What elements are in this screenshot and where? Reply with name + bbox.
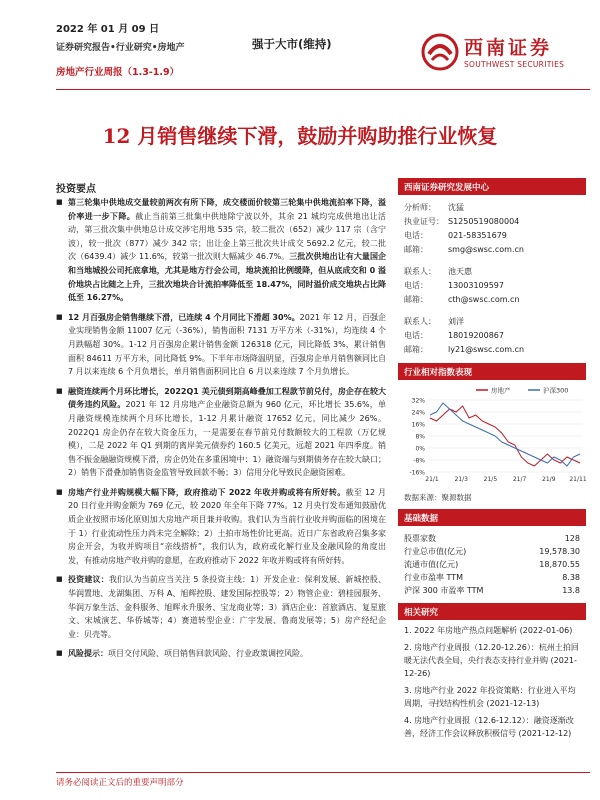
related-link[interactable]: 3. 房地产行业 2022 年投资策略：行业进入平均周期，寻找结构性机会 (2021-12-13) <box>404 686 576 708</box>
company-logo <box>418 30 590 78</box>
summary-paragraph: ■ 风险提示：项目交付风险、项目销售回款风险、行业政策调控风险。 <box>56 647 386 661</box>
email-link[interactable]: cth@swsc.com.cn <box>448 295 520 304</box>
team-title: 西南证券研究发展中心 <box>398 178 586 195</box>
header-divider <box>56 89 590 90</box>
chart-svg <box>398 380 586 490</box>
y-tick-label: 32% <box>411 397 425 405</box>
summary-paragraph: ■ 融资连续两个月环比增长，2022Q1 美元债到期高峰叠加工程款节前兑付，房企存在较大债务违约风险。2021 年 12 月房地产企业融资总额为 960 亿元，环比增长 35.6%，单月融资规模连续两个月环比增长，1-12 月累计融资 17652 亿元，同比减少 26%。2022Q1 房企仍存在较大资金压力，一是需要在春节前兑付数额较大的工程款（万亿规模），二是 2022 年 Q1 到期的离岸美元债券约 160.5 亿美元，远超 2021 年四季度。销售不振金融融资规模下滑，房企仍处在多重困境中：1）融资端与到期债务存在较大缺口；2）销售下滑叠加销售资金监管导致回款不畅；3）信用分化导致民企融资困难。 <box>56 385 386 480</box>
x-tick-label: 21/7 <box>512 476 527 483</box>
relative-index-chart <box>398 380 586 490</box>
summary-paragraph: ■ 投资建议：我们认为当前应当关注 5 条投资主线：1）开发企业：保利发展、新城控股、华润置地、龙湖集团、万科 A、旭辉控股、建发国际控股等；2）物管企业：碧桂园服务、华润万象生活、金科服务、旭辉永升服务、宝龙商业等；3）酒店企业：首旅酒店、复星旅文、宋城演艺、华侨城等；4）赛道转型企业：广宇发展、鲁商发展等；5）房产经纪企业：贝壳等。 <box>56 573 386 641</box>
summary-heading: 投资要点 <box>56 184 96 195</box>
footer-notice: 请务必阅读正文后的重要声明部分 <box>56 778 184 788</box>
chart-source: 数据来源：聚源数据 <box>404 493 472 502</box>
y-tick-label: 24% <box>411 409 425 417</box>
related-link[interactable]: 2. 房地产行业周报（12.20-12.26）：杭州土拍回暖无法代表全局，央行表态支持行业并购 (2021-12-26) <box>404 643 579 678</box>
analyst-list: 分析师： 沈猛 执业证号： S1250519080004 电话： 021-58351679 邮箱： smg@swsc.com.cn 联系人： 池天惠 电话： 13003109597 邮箱： cth@swsc.com.cn 联系人： 刘洋 电话： 18019200867 邮箱： ly21@swsc.com.cn <box>398 195 586 361</box>
email-link[interactable]: smg@swsc.com.cn <box>448 245 524 254</box>
y-tick-label: 0% <box>415 445 425 453</box>
chart-section-title: 行业相对指数表现 <box>398 363 586 380</box>
industry-rating: 强于大市(维持) <box>252 37 332 51</box>
sidebar <box>398 178 586 748</box>
summary-paragraph: ■ 12 月百强房企销售继续下滑，已连续 4 个月同比下滑超 30%。2021 年 12 月，百强企业实现销售金额 11007 亿元（-36%），销售面积 7131 万平方米（-31%），均连续 4 个月跌幅超 30%。1-12 月百强房企累计销售金额 126318 亿元，同比降低 3%，累计销售面积 84611 万平方米，同比降低 9%。下半年市场降温明显，百强房企单月销售额同比自 7 月以来连续 6 个月负增长，单月销售面积同比自 6 月以来连续 7 个月负增长。 <box>56 311 386 379</box>
footer-divider <box>56 772 590 773</box>
summary-paragraph: ■ 第三轮集中供地成交量较前两次有所下降，成交楼面价较第三轮集中供地流拍率下降，溢价率进一步下降。截止当前第三批集中供地除宁波以外，其余 21 城均完成供地出让活动，第三批次集中供地总计成交涉宅用地 535 宗，较二批次（652）减少 117 宗（含宁波），较一批次（877）减少 342 宗；出让金上第三批次共计成交 5692.2 亿元，较二批次（6439.4）减少 11.6%，较第一批次则大幅减少 46.7%。三批次供地出让有大量国企和当地城投公司托底拿地，尤其是地方行会公司，地块流拍比例缓降，但从底成交和 0 溢价地块占比随之上升，三批次地块合计流拍率降低至 18.47%，同时溢价成交地块占比降低至 16.27%。 <box>56 196 386 305</box>
related-title: 相关研究 <box>398 603 586 620</box>
y-tick-label: 16% <box>411 421 425 429</box>
email-link[interactable]: ly21@swsc.com.cn <box>448 345 525 354</box>
stats-table: 股票家数 128 行业总市值(亿元) 19,578.30 流通市值(亿元) 18,870.55 行业市盈率 TTM 8.38 沪深 300 市盈率 TTM 13.8 <box>404 534 580 595</box>
logo-text-cn: 西南证券 <box>464 37 553 59</box>
summary-body <box>56 196 386 667</box>
x-tick-label: 21/5 <box>483 476 498 483</box>
x-tick-label: 21/1 <box>425 476 439 483</box>
summary-paragraph: ■ 房地产行业并购规模大幅下降，政府推动下 2022 年收并购或将有所好转。截至 12 月 20 日行业并购金额为 769 亿元，较 2020 年全年下降 77%。12 月央行发布通知鼓励优质企业按照市场化原则加大房地产项目兼并收购。我们认为当前行业收并购面临的困境在于 1）行业流动性压力尚未完全解除；2）土拍市场性价比更高。近日广东省政府召集多家房企开会，为收并购项目“亲线搭桥”，我们认为，政府或化解行业及金融风险的角度出发，有推动房地产收并购的意愿，在政府推动下 2022 年收并购或将有所好转。 <box>56 486 386 568</box>
y-tick-label: 8% <box>415 433 425 441</box>
stats-title: 基础数据 <box>398 509 586 526</box>
legend-label: 房地产 <box>491 386 511 395</box>
related-list <box>398 620 586 748</box>
x-tick-label: 21/3 <box>454 476 468 483</box>
y-tick-label: -16% <box>409 469 425 477</box>
logo-emblem-icon <box>420 32 460 72</box>
x-tick-label: 21/11 <box>569 476 586 483</box>
report-title: 12 月销售继续下滑，鼓励并购助推行业恢复 <box>102 124 498 148</box>
x-tick-label: 21/9 <box>542 476 556 483</box>
related-link[interactable]: 1. 2022 年房地产热点问题解析 (2022-01-06) <box>404 626 573 635</box>
legend-label: 沪深300 <box>543 386 569 395</box>
report-type: 证券研究报告•行业研究•房地产 <box>56 43 185 53</box>
related-link[interactable]: 4. 房地产行业周报（12.6-12.12）：融资逐渐改善，经济工作会议释放积极信号 (2021-12-12) <box>404 716 574 738</box>
report-name: 房地产行业周报（1.3-1.9） <box>56 67 180 78</box>
y-tick-label: -8% <box>413 457 425 465</box>
series-line-1 <box>430 403 580 466</box>
logo-text-en: SOUTHWEST SECURITIES <box>464 60 565 69</box>
report-date: 2022 年 01 月 09 日 <box>56 24 160 35</box>
